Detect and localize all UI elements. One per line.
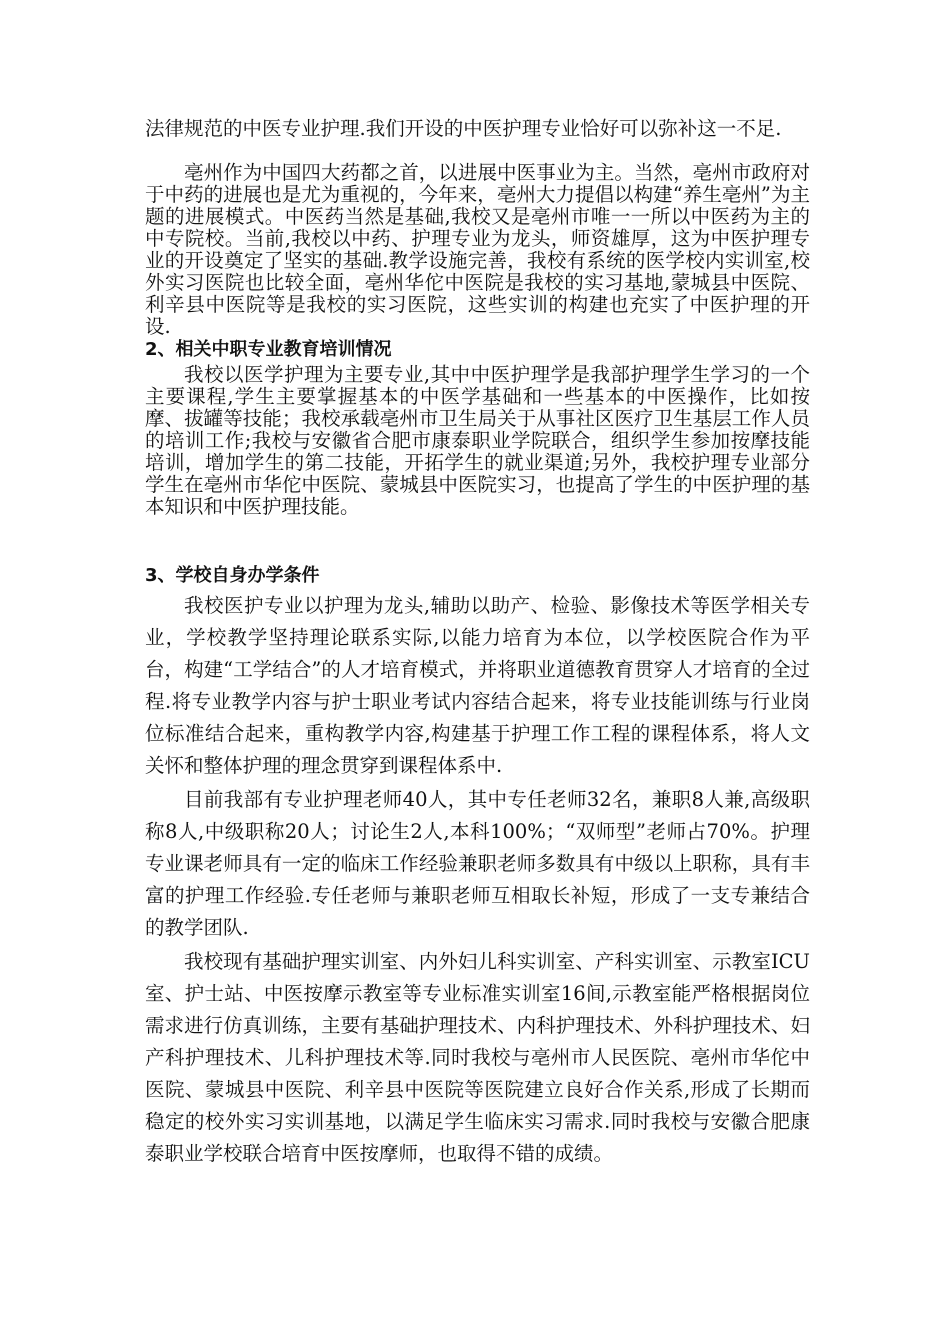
- paragraph-bozhou: 亳州作为中国四大药都之首，以进展中医事业为主。当然，亳州市政府对于中药的进展也是尤为重视的，今年来，亳州大力提倡以构建“养生亳州”为主题的进展模式。中医药当然是基础,我校又是亳州市唯一一所以中医药为主的中专院校。当前,我校以中药、护理专业为龙头，师资雄厚，这为中医护理专业的开设奠定了坚实的基础.教学设施完善，我校有系统的医学校内实训室,校外实习医院也比较全面，亳州华佗中医院是我校的实习基地,蒙城县中医院、利辛县中医院等是我校的实习医院，这些实训的构建也充实了中医护理的开设.: [145, 161, 810, 338]
- paragraph-training: 我校以医学护理为主要专业,其中中医护理学是我部护理学生学习的一个主要课程,学生主要掌握基本的中医学基础和一些基本的中医操作，比如按摩、拔罐等技能；我校承载亳州市卫生局关于从事社区医疗卫生基层工作人员的培训工作;我校与安徽省合肥市康泰职业学院联合，组织学生参加按摩技能培训，增加学生的第二技能，开拓学生的就业渠道;另外，我校护理专业部分学生在亳州市华佗中医院、蒙城县中医院实习，也提高了学生的中医护理的基本知识和中医护理技能。: [145, 363, 810, 518]
- document-page: [145, 118, 810, 1206]
- section-heading-3: 3、学校自身办学条件: [145, 565, 320, 586]
- paragraph-teachers: 目前我部有专业护理老师40人，其中专任老师32名，兼职8人兼,高级职称8人,中级职称20人；讨论生2人,本科100%；“双师型”老师占70%。护理专业课老师具有一定的临床工作经验兼职老师多数具有中级以上职称，具有丰富的护理工作经验.专任老师与兼职老师互相取长补短，形成了一支专兼结合的教学团队.: [145, 788, 810, 939]
- paragraph-continuation: 法律规范的中医专业护理.我们开设的中医护理专业恰好可以弥补这一不足.: [145, 117, 782, 140]
- paragraph-facilities: 我校现有基础护理实训室、内外妇儿科实训室、产科实训室、示教室ICU室、护士站、中医按摩示教室等专业标准实训室16间,示教室能严格根据岗位需求进行仿真训练，主要有基础护理技术、内科护理技术、外科护理技术、妇产科护理技术、儿科护理技术等.同时我校与亳州市人民医院、亳州市华佗中医院、蒙城县中医院、利辛县中医院等医院建立良好合作关系,形成了长期而稳定的校外实习实训基地，以满足学生临床实习需求.同时我校与安徽合肥康泰职业学校联合培育中医按摩师，也取得不错的成绩。: [145, 950, 810, 1165]
- paragraph-nursing-major: 我校医护专业以护理为龙头,辅助以助产、检验、影像技术等医学相关专业，学校教学坚持理论联系实际,以能力培育为本位，以学校医院合作为平台，构建“工学结合”的人才培育模式，并将职业道德教育贯穿人才培育的全过程.将专业教学内容与护士职业考试内容结合起来，将专业技能训练与行业岗位标准结合起来，重构教学内容,构建基于护理工作工程的课程体系，将人文关怀和整体护理的理念贯穿到课程体系中.: [145, 594, 810, 777]
- section-heading-2: 2、相关中职专业教育培训情况: [145, 339, 392, 360]
